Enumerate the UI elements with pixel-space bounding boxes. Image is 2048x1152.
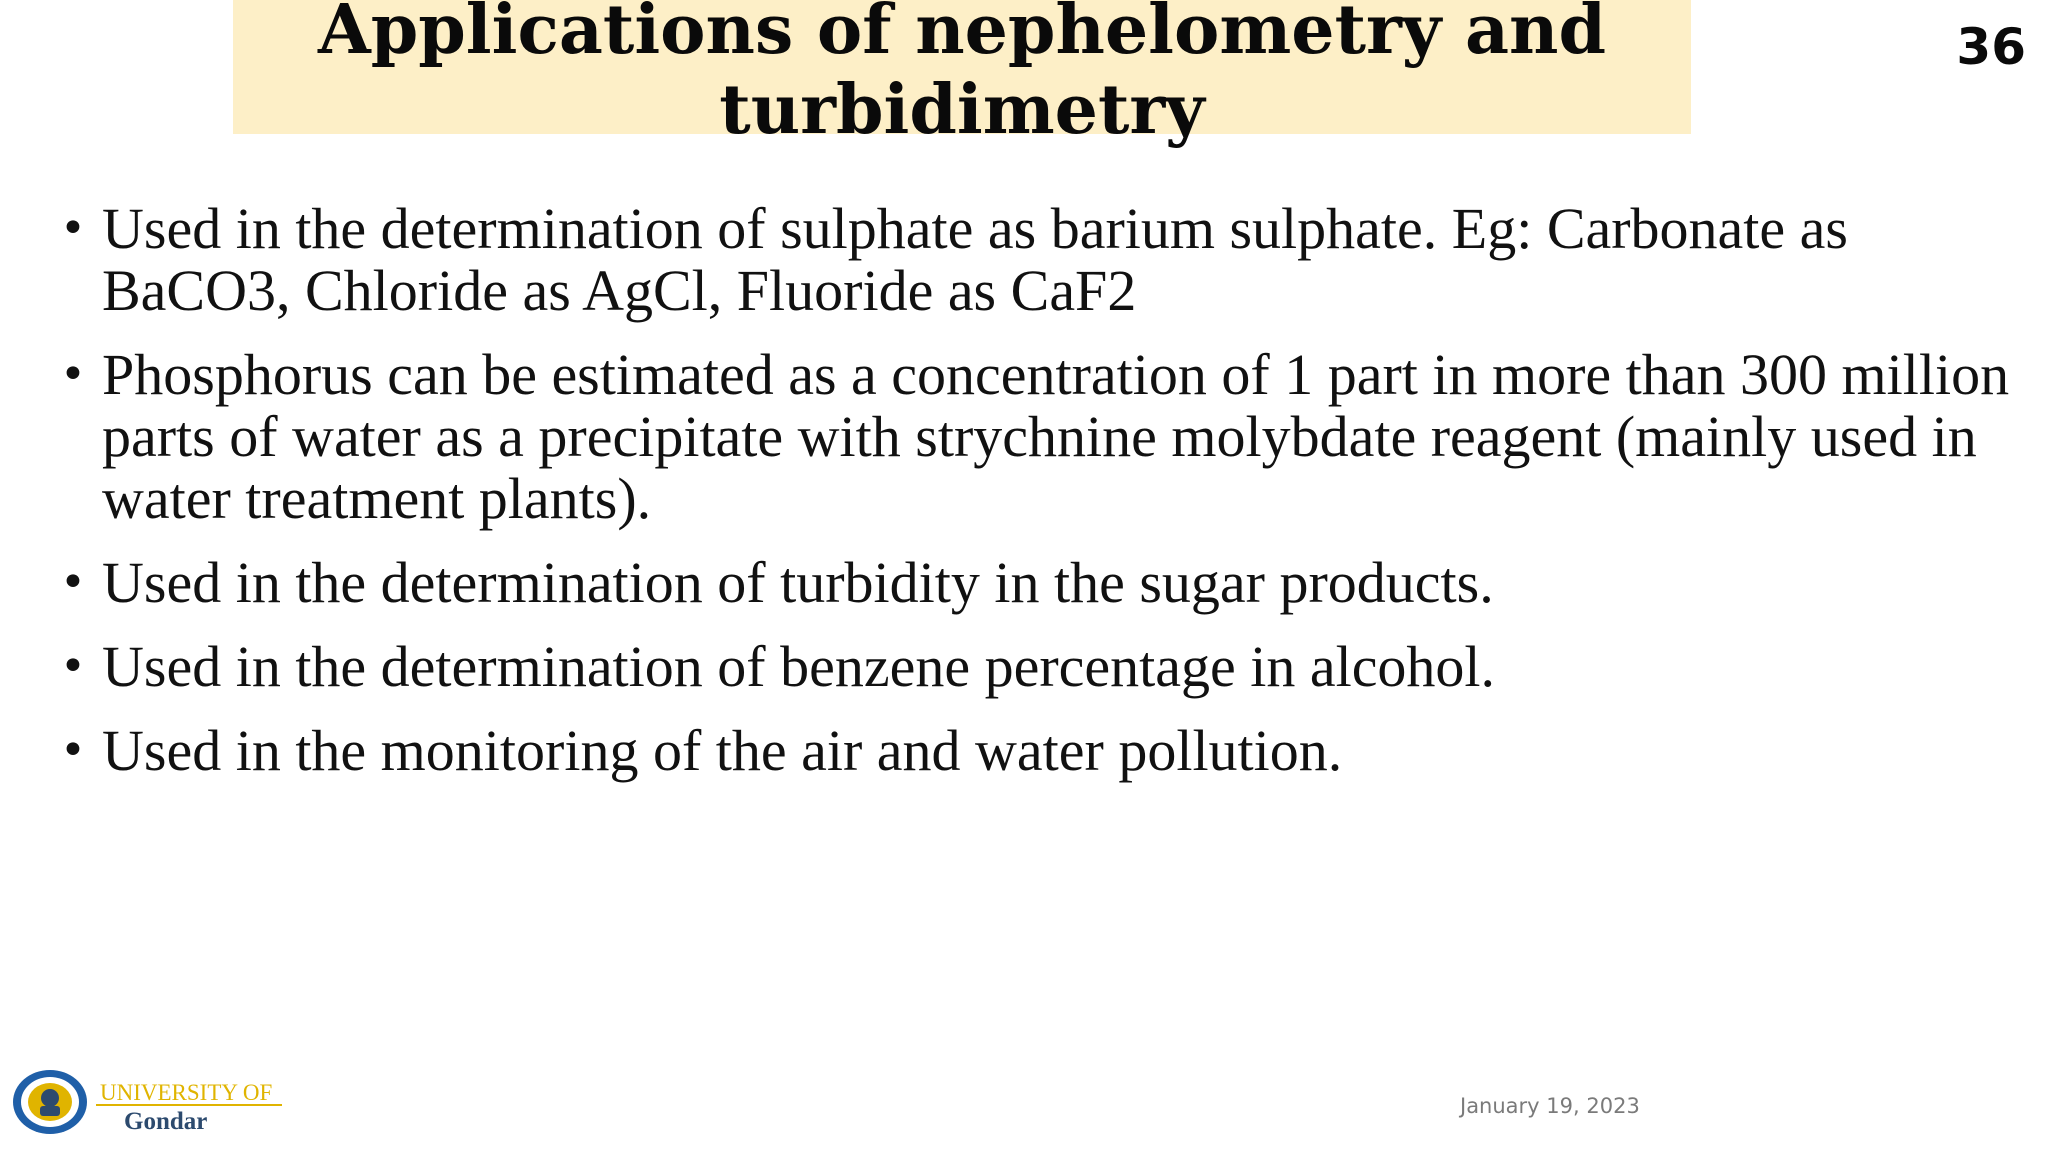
bullet-item — [60, 344, 2010, 530]
university-logo — [12, 1066, 284, 1136]
bullet-item — [60, 198, 2010, 322]
bullet-text: Used in the monitoring of the air and water pollution. — [102, 718, 1343, 783]
university-seal-icon — [13, 1070, 87, 1134]
bullet-dot-icon: • — [60, 203, 86, 254]
bullet-item — [60, 636, 2010, 698]
page-number: 36 — [1956, 18, 2026, 76]
logo-line-1: UNIVERSITY OF — [100, 1080, 273, 1105]
logo-line-2: Gondar — [124, 1108, 208, 1135]
slide-date: January 19, 2023 — [1460, 1094, 1640, 1118]
slide-title: Applications of nephelometry and turbidimetry — [317, 0, 1607, 150]
bullet-text: Phosphorus can be estimated as a concentration of 1 part in more than 300 million parts of water as a precipitate with strychnine molybdate reagent (mainly used in water treatment plants). — [102, 342, 2010, 531]
bullet-dot-icon: • — [60, 557, 86, 608]
bullet-dot-icon: • — [60, 349, 86, 400]
bullet-item — [60, 720, 2010, 782]
bullet-item — [60, 552, 2010, 614]
bullet-text: Used in the determination of benzene percentage in alcohol. — [102, 634, 1496, 699]
bullet-dot-icon: • — [60, 641, 86, 692]
bullet-dot-icon: • — [60, 725, 86, 776]
bullet-list — [60, 198, 2010, 804]
bullet-text: Used in the determination of turbidity in the sugar products. — [102, 550, 1494, 615]
bullet-text: Used in the determination of sulphate as barium sulphate. Eg: Carbonate as BaCO3, Chloride as AgCl, Fluoride as CaF2 — [102, 196, 1848, 323]
